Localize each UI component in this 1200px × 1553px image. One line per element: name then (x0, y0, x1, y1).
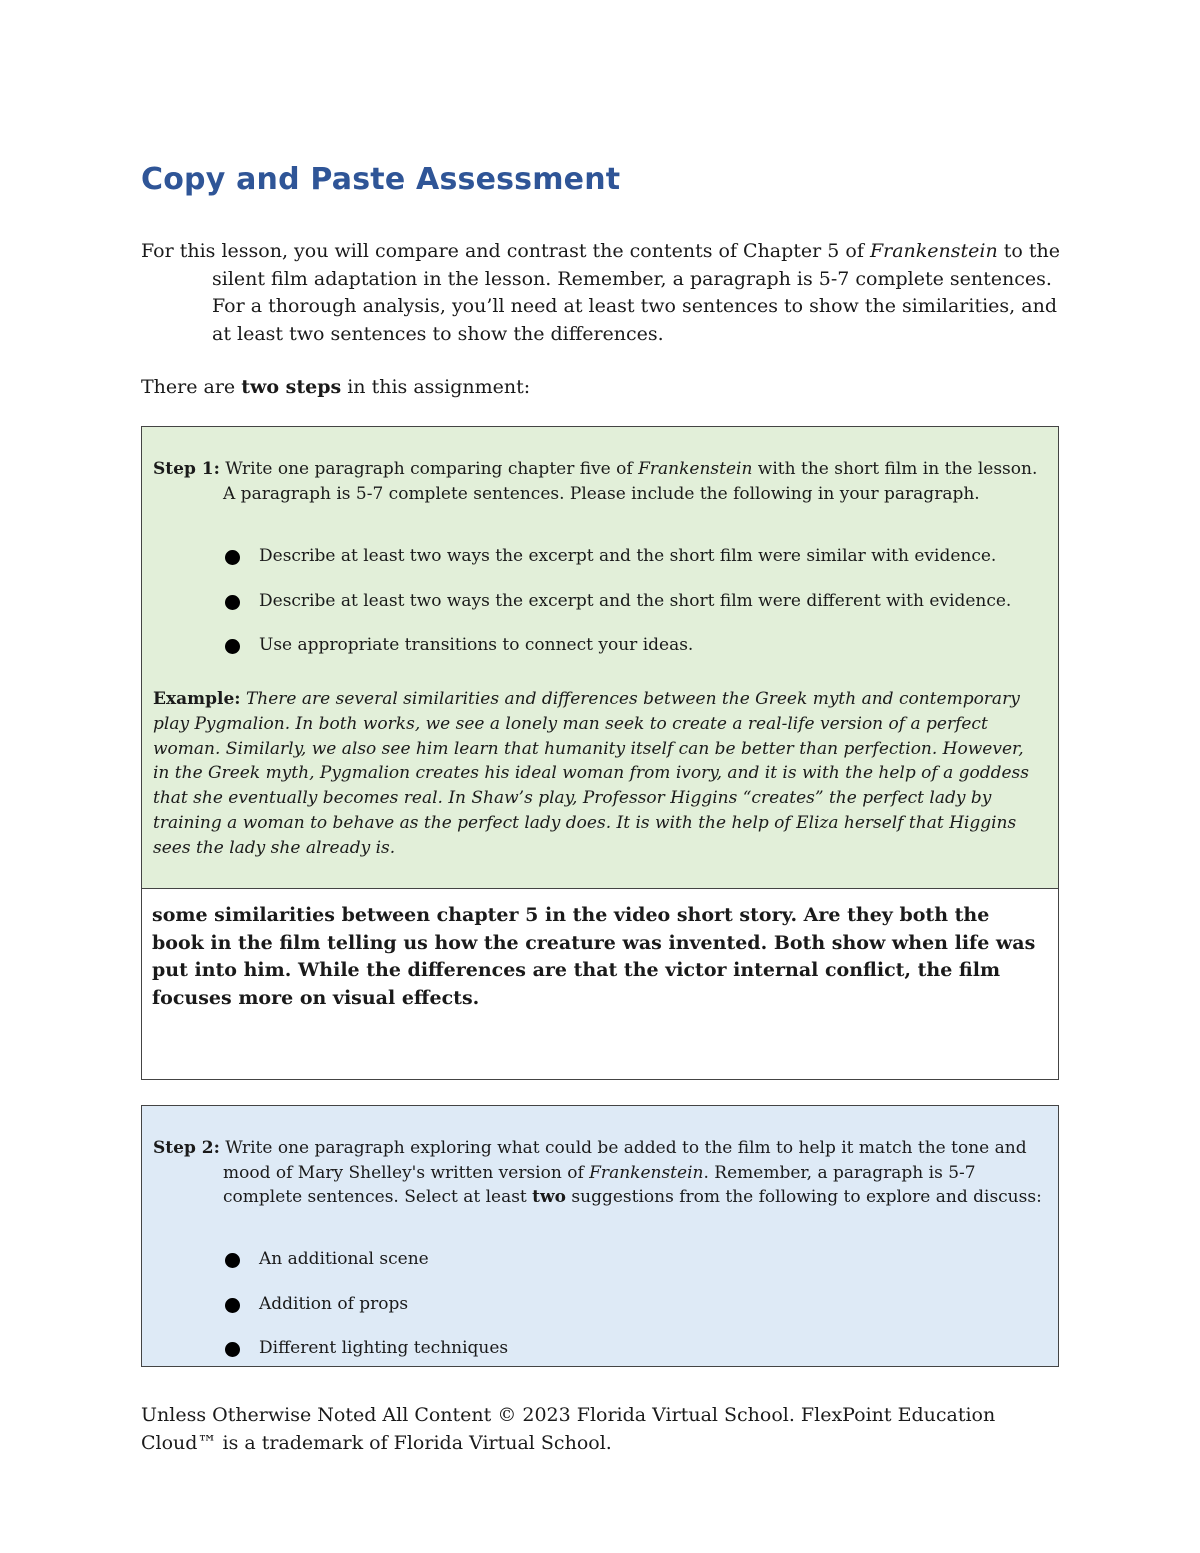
list-item (224, 633, 1011, 678)
step2-bullet-list (224, 1247, 508, 1381)
intro-paragraph (141, 238, 1066, 348)
step2-text-before: Write one paragraph exploring what could be added to the film to help it match the tone and mood of Mary Shelley's written version of (219, 1138, 1027, 1183)
list-item (224, 589, 1011, 634)
step2-text-after: suggestions from the following to explore and discuss: (566, 1187, 1042, 1207)
step2-book-title: Frankenstein (589, 1162, 704, 1183)
step2-table (141, 1105, 1059, 1367)
steps-intro-bold: two steps (241, 376, 342, 398)
step1-table (141, 426, 1059, 1080)
bullet-icon (225, 1253, 240, 1268)
copyright-footer: Unless Otherwise Noted All Content © 2023 Florida Virtual School. FlexPoint Education Cloud™ is a trademark of Florida Virtual School. (141, 1404, 996, 1454)
step2-text-middle: . Remember, a paragraph is 5-7 complete sentences. Select at least (223, 1162, 976, 1207)
step1-instructions (153, 457, 1043, 506)
bullet-text: Addition of props (259, 1293, 409, 1314)
list-item (224, 1247, 508, 1292)
bullet-text: Use appropriate transitions to connect your ideas. (259, 635, 694, 655)
bullet-text: Describe at least two ways the excerpt and the short film were similar with evidence. (259, 546, 997, 566)
bullet-text: Different lighting techniques (259, 1338, 509, 1358)
example-text: There are several similarities and differences between the Greek myth and contemporary play Pygmalion. In both works, we see a lonely man seek to create a real-life version of a perfect woman. Similarly, we also see him learn that humanity itself can be better than perfection. However, in the Greek myth, Pygmalion creates his ideal woman from ivory, and it is with the help of a goddess that she eventually becomes real. In Shaw’s play, Professor Higgins “creates” the perfect lady by training a woman to behave as the perfect lady does. It is with the help of Eliza herself that Higgins sees the lady she already is. (153, 689, 1029, 858)
bullet-text: Describe at least two ways the excerpt and the short film were different with evidence. (259, 590, 1012, 611)
step1-text-after: with the short film in the lesson. A paragraph is 5-7 complete sentences. Please include the following in your paragraph. (223, 459, 1038, 504)
steps-intro-after: in this assignment: (341, 376, 531, 398)
intro-text-2: to the silent film adaptation in the lesson. Remember, a paragraph is 5-7 complete sentences. For a thorough analysis, you’ll need at least two sentences to show the similarities, and at least two sentences to show the differences. (212, 240, 1061, 345)
steps-intro-before: There are (141, 376, 242, 398)
step2-bold-two: two (532, 1187, 566, 1207)
step1-bullet-list (224, 544, 1011, 678)
step2-instructions (153, 1136, 1043, 1210)
step1-label: Step 1: (153, 459, 220, 479)
steps-intro (141, 374, 530, 401)
list-item (224, 544, 1011, 589)
step1-instructions-cell (142, 427, 1058, 889)
bullet-icon (225, 1342, 240, 1357)
example-label: Example: (153, 689, 241, 709)
intro-book-title: Frankenstein (869, 240, 998, 262)
step1-example (153, 687, 1043, 861)
bullet-icon (225, 550, 240, 565)
bullet-icon (225, 639, 240, 654)
bullet-icon (225, 595, 240, 610)
bullet-text: An additional scene (259, 1249, 429, 1269)
step2-label: Step 2: (153, 1138, 220, 1158)
step1-text-before: Write one paragraph comparing chapter five of (219, 459, 639, 479)
bullet-icon (225, 1298, 240, 1313)
step1-book-title: Frankenstein (638, 459, 753, 479)
step1-answer-text[interactable]: some similarities between chapter 5 in the video short story. Are they both the book in the film telling us how the creature was invented. Both show when life was put into him. While the differences are that the victor internal conflict, the film focuses more on visual effects. (152, 904, 1036, 1009)
page-title: Copy and Paste Assessment (141, 162, 621, 197)
list-item (224, 1336, 508, 1381)
list-item (224, 1292, 508, 1337)
intro-text-1: For this lesson, you will compare and contrast the contents of Chapter 5 of (141, 240, 870, 262)
